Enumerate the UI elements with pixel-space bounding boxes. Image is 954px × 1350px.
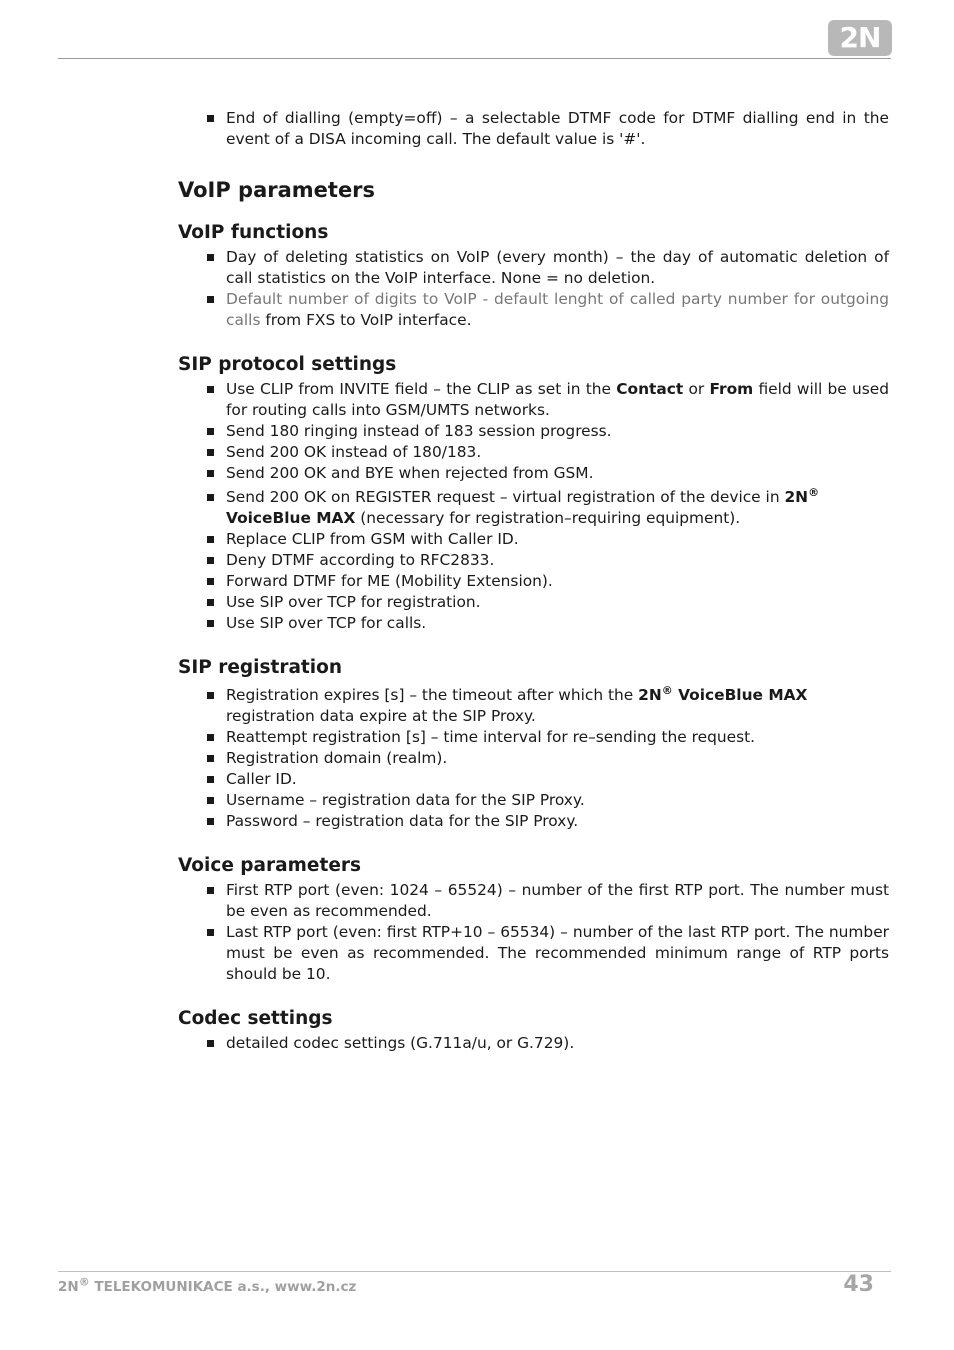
list-item: Send 200 OK and BYE when rejected from GSM. [178,463,889,484]
list-item: Use SIP over TCP for registration. [178,592,889,613]
list-item: Reattempt registration [s] – time interval for re–sending the request. [178,727,889,748]
bullet-icon [207,776,214,783]
list-item: Send 200 OK instead of 180/183. [178,442,889,463]
bullet-icon [207,578,214,585]
subsection-heading: Voice parameters [178,855,361,876]
list-item: Send 200 OK on REGISTER request – virtual registration of the device in 2N® VoiceBlue MAX (necessary for registration–requiring equipment). [178,487,889,529]
bullet-icon [207,929,214,936]
voice-parameters-section [178,852,889,985]
company-logo [828,20,892,56]
list-item: Password – registration data for the SIP Proxy. [178,811,889,832]
list-item: Forward DTMF for ME (Mobility Extension). [178,571,889,592]
list-item: Registration expires [s] – the timeout after which the 2N® VoiceBlue MAX registration data expire at the SIP Proxy. [178,685,889,727]
list-item: First RTP port (even: 1024 – 65524) – number of the first RTP port. The number must be even as recommended. [178,880,889,922]
list-item: detailed codec settings (G.711a/u, or G.729). [178,1033,889,1054]
intro-list [178,108,889,150]
sip-registration-section [178,654,889,832]
footer-company: 2N® TELEKOMUNIKACE a.s., www.2n.cz [58,1275,357,1295]
bullet-icon [207,296,214,303]
bullet-icon [207,386,214,393]
list-item: Caller ID. [178,769,889,790]
list-item: Default number of digits to VoIP - default lenght of called party number for outgoing calls from FXS to VoIP interface. [178,289,889,331]
bullet-icon [207,254,214,261]
bullet-icon [207,557,214,564]
header-rule [58,58,891,59]
bullet-icon [207,755,214,762]
bullet-icon [207,692,214,699]
codec-settings-section [178,1005,889,1054]
list-item: Last RTP port (even: first RTP+10 – 65534) – number of the last RTP port. The number must be even as recommended. The recommended minimum range of RTP ports should be 10. [178,922,889,985]
bullet-icon [207,115,214,122]
subsection-heading: Codec settings [178,1008,333,1029]
list-item: Username – registration data for the SIP Proxy. [178,790,889,811]
greyed-text: Default number of digits to VoIP - default lenght of called party number for outgoing calls [226,290,889,329]
list-item: Use SIP over TCP for calls. [178,613,889,634]
bullet-icon [207,599,214,606]
list-item: Registration domain (realm). [178,748,889,769]
bullet-icon [207,536,214,543]
footer-rule [58,1271,891,1272]
bullet-icon [207,620,214,627]
bullet-icon [207,887,214,894]
bullet-icon [207,494,214,501]
list-item: Use CLIP from INVITE field – the CLIP as set in the Contact or From field will be used for routing calls into GSM/UMTS networks. [178,379,889,421]
list-item: Deny DTMF according to RFC2833. [178,550,889,571]
logo-text: 2N [839,21,881,54]
bullet-icon [207,449,214,456]
page-content [178,108,889,1054]
bullet-icon [207,428,214,435]
bullet-icon [207,734,214,741]
bullet-icon [207,1040,214,1047]
subsection-heading: SIP registration [178,657,342,678]
list-item: Day of deleting statistics on VoIP (every month) – the day of automatic deletion of call statistics on the VoIP interface. None = no deletion. [178,247,889,289]
subsection-heading: SIP protocol settings [178,354,397,375]
bullet-icon [207,797,214,804]
section-title: VoIP parameters [178,178,376,202]
list-item: End of dialling (empty=off) – a selectable DTMF code for DTMF dialling end in the event of a DISA incoming call. The default value is '#'. [178,108,889,150]
page-number: 43 [843,1272,874,1297]
bullet-icon [207,818,214,825]
sip-protocol-section [178,351,889,634]
subsection-heading: VoIP functions [178,222,329,243]
list-item: Send 180 ringing instead of 183 session progress. [178,421,889,442]
list-item: Replace CLIP from GSM with Caller ID. [178,529,889,550]
voip-functions-section [178,219,889,331]
bullet-icon [207,470,214,477]
